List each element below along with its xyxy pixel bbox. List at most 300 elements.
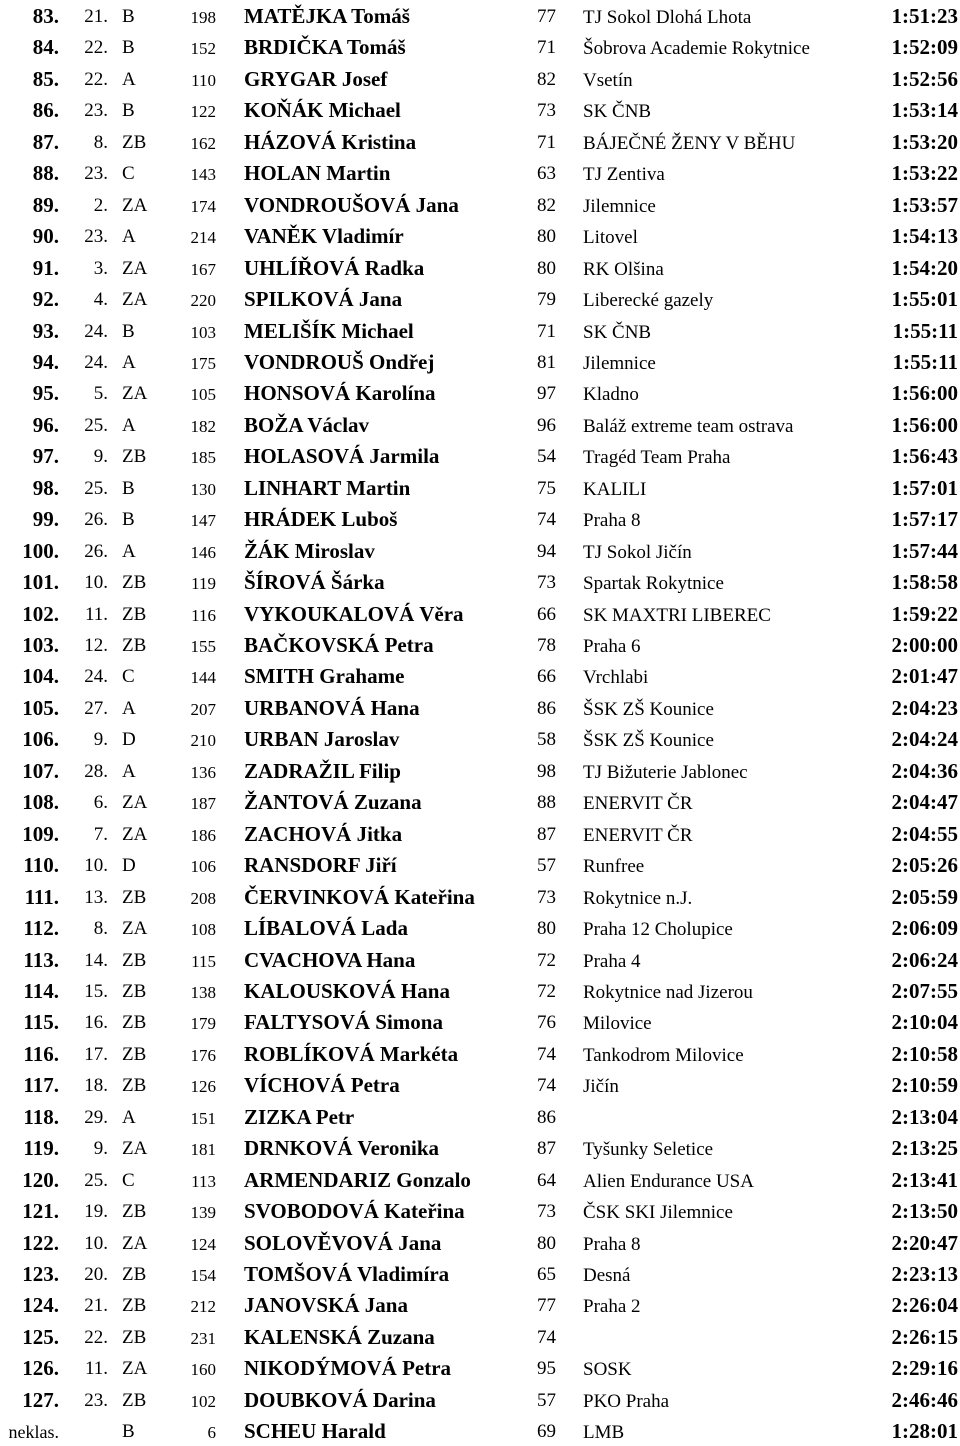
- table-row: [0, 503, 960, 534]
- club-cell: KALILI: [583, 479, 647, 500]
- birth-year-cell: 77: [537, 6, 556, 27]
- table-row: [0, 598, 960, 629]
- runner-name-cell: MATĚJKA Tomáš: [244, 4, 410, 28]
- finish-time-cell: 2:04:24: [891, 727, 958, 751]
- category-cell: B: [122, 1421, 135, 1442]
- table-row: [0, 975, 960, 1006]
- finish-time-cell: 2:13:50: [891, 1199, 958, 1223]
- bib-number-cell: 207: [190, 700, 216, 719]
- table-row: [0, 1038, 960, 1069]
- birth-year-cell: 73: [537, 100, 556, 121]
- runner-name-cell: VONDROUŠ Ondřej: [244, 350, 435, 374]
- table-row: [0, 629, 960, 660]
- category-cell: ZB: [122, 1201, 147, 1222]
- category-cell: ZA: [122, 383, 148, 404]
- place-cell: 124.: [22, 1293, 59, 1317]
- category-cell: ZA: [122, 824, 148, 845]
- finish-time-cell: 1:57:44: [891, 539, 958, 563]
- table-row: [0, 1069, 960, 1100]
- category-cell: A: [122, 1107, 136, 1128]
- finish-time-cell: 1:55:11: [892, 350, 958, 374]
- bib-number-cell: 102: [190, 1392, 216, 1411]
- runner-name-cell: VYKOUKALOVÁ Věra: [244, 602, 464, 626]
- birth-year-cell: 54: [537, 446, 556, 467]
- bib-number-cell: 174: [190, 197, 216, 216]
- category-rank-cell: 23.: [84, 226, 108, 247]
- place-cell: 103.: [22, 633, 59, 657]
- table-row: [0, 377, 960, 408]
- category-rank-cell: 23.: [84, 1390, 108, 1411]
- category-rank-cell: 21.: [84, 6, 108, 27]
- finish-time-cell: 1:57:17: [891, 507, 958, 531]
- category-rank-cell: 8.: [93, 132, 108, 153]
- runner-name-cell: NIKODÝMOVÁ Petra: [244, 1356, 452, 1380]
- club-cell: SOSK: [583, 1359, 632, 1380]
- table-row: [0, 157, 960, 188]
- table-row: [0, 252, 960, 283]
- runner-name-cell: DOUBKOVÁ Darina: [244, 1388, 436, 1412]
- birth-year-cell: 87: [537, 824, 556, 845]
- category-rank-cell: 9.: [93, 729, 108, 750]
- category-rank-cell: 14.: [84, 950, 108, 971]
- category-rank-cell: 17.: [84, 1044, 108, 1065]
- runner-name-cell: SOLOVĚVOVÁ Jana: [244, 1231, 442, 1255]
- birth-year-cell: 75: [537, 478, 556, 499]
- birth-year-cell: 80: [537, 258, 556, 279]
- place-cell: 94.: [32, 350, 59, 374]
- bib-number-cell: 143: [190, 165, 216, 184]
- runner-name-cell: LINHART Martin: [244, 476, 411, 500]
- table-row: [0, 912, 960, 943]
- finish-time-cell: 1:55:11: [892, 319, 958, 343]
- finish-time-cell: 1:59:22: [891, 602, 958, 626]
- club-cell: Litovel: [583, 227, 638, 248]
- club-cell: Vrchlabi: [583, 667, 649, 688]
- finish-time-cell: 2:01:47: [891, 664, 958, 688]
- category-cell: ZB: [122, 446, 147, 467]
- runner-name-cell: KOŇÁK Michael: [244, 98, 401, 122]
- table-row: [0, 1132, 960, 1163]
- table-row: [0, 723, 960, 754]
- bib-number-cell: 103: [190, 323, 216, 342]
- finish-time-cell: 2:13:41: [891, 1168, 958, 1192]
- category-rank-cell: 22.: [84, 1327, 108, 1348]
- runner-name-cell: BOŽA Václav: [244, 413, 370, 437]
- club-cell: Jičín: [583, 1076, 619, 1097]
- category-cell: B: [122, 509, 135, 530]
- table-row: [0, 472, 960, 503]
- place-cell: neklas.: [8, 1422, 59, 1442]
- birth-year-cell: 74: [537, 1327, 556, 1348]
- category-cell: C: [122, 666, 135, 687]
- birth-year-cell: 78: [537, 635, 556, 656]
- birth-year-cell: 82: [537, 195, 556, 216]
- category-rank-cell: 9.: [93, 446, 108, 467]
- runner-name-cell: HOLAN Martin: [244, 161, 391, 185]
- bib-number-cell: 108: [190, 920, 216, 939]
- category-rank-cell: 10.: [84, 855, 108, 876]
- bib-number-cell: 162: [190, 134, 216, 153]
- finish-time-cell: 2:29:16: [891, 1356, 958, 1380]
- category-cell: ZB: [122, 1264, 147, 1285]
- table-row: [0, 31, 960, 62]
- place-cell: 84.: [32, 35, 59, 59]
- runner-name-cell: BAČKOVSKÁ Petra: [244, 633, 434, 657]
- category-cell: C: [122, 163, 135, 184]
- bib-number-cell: 210: [190, 731, 216, 750]
- club-cell: Baláž extreme team ostrava: [583, 416, 794, 437]
- runner-name-cell: SVOBODOVÁ Kateřina: [244, 1199, 465, 1223]
- finish-time-cell: 2:10:04: [891, 1010, 958, 1034]
- category-cell: ZA: [122, 258, 148, 279]
- table-row: [0, 786, 960, 817]
- birth-year-cell: 73: [537, 887, 556, 908]
- category-rank-cell: 12.: [84, 635, 108, 656]
- place-cell: 113.: [23, 948, 59, 972]
- runner-name-cell: BRDIČKA Tomáš: [244, 35, 406, 59]
- runner-name-cell: ŽÁK Miroslav: [244, 539, 375, 563]
- table-row: [0, 692, 960, 723]
- bib-number-cell: 115: [191, 952, 216, 971]
- place-cell: 97.: [32, 444, 59, 468]
- category-cell: A: [122, 761, 136, 782]
- category-rank-cell: 24.: [84, 352, 108, 373]
- club-cell: Šobrova Academie Rokytnice: [583, 38, 810, 59]
- runner-name-cell: ARMENDARIZ Gonzalo: [244, 1168, 471, 1192]
- place-cell: 101.: [22, 570, 59, 594]
- table-row: [0, 346, 960, 377]
- category-cell: ZA: [122, 195, 148, 216]
- finish-time-cell: 2:26:15: [891, 1325, 958, 1349]
- category-rank-cell: 25.: [84, 415, 108, 436]
- birth-year-cell: 80: [537, 1233, 556, 1254]
- bib-number-cell: 179: [190, 1014, 216, 1033]
- place-cell: 126.: [22, 1356, 59, 1380]
- category-cell: B: [122, 6, 135, 27]
- bib-number-cell: 185: [190, 448, 216, 467]
- category-cell: A: [122, 541, 136, 562]
- birth-year-cell: 81: [537, 352, 556, 373]
- runner-name-cell: GRYGAR Josef: [244, 67, 388, 91]
- place-cell: 106.: [22, 727, 59, 751]
- place-cell: 91.: [32, 256, 59, 280]
- bib-number-cell: 106: [190, 857, 216, 876]
- category-rank-cell: 22.: [84, 37, 108, 58]
- place-cell: 85.: [32, 67, 59, 91]
- finish-time-cell: 2:13:25: [891, 1136, 958, 1160]
- bib-number-cell: 110: [191, 71, 216, 90]
- finish-time-cell: 1:56:00: [891, 413, 958, 437]
- category-cell: ZA: [122, 1358, 148, 1379]
- category-cell: ZB: [122, 887, 147, 908]
- place-cell: 123.: [22, 1262, 59, 1286]
- table-row: [0, 1321, 960, 1352]
- bib-number-cell: 119: [191, 574, 216, 593]
- finish-time-cell: 1:54:13: [891, 224, 958, 248]
- birth-year-cell: 72: [537, 950, 556, 971]
- finish-time-cell: 2:06:09: [891, 916, 958, 940]
- table-row: [0, 1006, 960, 1037]
- runner-name-cell: CVACHOVA Hana: [244, 948, 416, 972]
- category-rank-cell: 11.: [84, 1358, 108, 1379]
- club-cell: Desná: [583, 1265, 631, 1286]
- category-rank-cell: 9.: [93, 1138, 108, 1159]
- finish-time-cell: 2:04:47: [891, 790, 958, 814]
- club-cell: LMB: [583, 1422, 625, 1443]
- finish-time-cell: 2:04:55: [891, 822, 958, 846]
- club-cell: SK ČNB: [583, 101, 652, 122]
- club-cell: Vsetín: [583, 70, 633, 91]
- club-cell: SK MAXTRI LIBEREC: [583, 605, 771, 626]
- category-cell: ZA: [122, 1233, 148, 1254]
- category-rank-cell: 27.: [84, 698, 108, 719]
- place-cell: 102.: [22, 602, 59, 626]
- place-cell: 100.: [22, 539, 59, 563]
- place-cell: 109.: [22, 822, 59, 846]
- category-cell: ZB: [122, 1390, 147, 1411]
- finish-time-cell: 1:56:00: [891, 381, 958, 405]
- club-cell: Tragéd Team Praha: [583, 447, 731, 468]
- birth-year-cell: 77: [537, 1295, 556, 1316]
- club-cell: Praha 6: [583, 636, 641, 657]
- category-cell: ZB: [122, 1327, 147, 1348]
- place-cell: 115.: [23, 1010, 59, 1034]
- runner-name-cell: ZADRAŽIL Filip: [244, 759, 401, 783]
- finish-time-cell: 2:05:59: [891, 885, 958, 909]
- bib-number-cell: 146: [190, 543, 216, 562]
- birth-year-cell: 74: [537, 1044, 556, 1065]
- place-cell: 93.: [32, 319, 59, 343]
- category-rank-cell: 25.: [84, 478, 108, 499]
- category-rank-cell: 23.: [84, 163, 108, 184]
- bib-number-cell: 154: [190, 1266, 216, 1285]
- table-row: [0, 1289, 960, 1320]
- birth-year-cell: 80: [537, 918, 556, 939]
- place-cell: 108.: [22, 790, 59, 814]
- table-row: [0, 1258, 960, 1289]
- runner-name-cell: VONDROUŠOVÁ Jana: [244, 193, 459, 217]
- category-rank-cell: 19.: [84, 1201, 108, 1222]
- place-cell: 121.: [22, 1199, 59, 1223]
- bib-number-cell: 155: [190, 637, 216, 656]
- category-rank-cell: 22.: [84, 69, 108, 90]
- bib-number-cell: 130: [190, 480, 216, 499]
- bib-number-cell: 152: [190, 39, 216, 58]
- finish-time-cell: 1:53:57: [891, 193, 958, 217]
- bib-number-cell: 175: [190, 354, 216, 373]
- place-cell: 105.: [22, 696, 59, 720]
- category-rank-cell: 16.: [84, 1012, 108, 1033]
- birth-year-cell: 79: [537, 289, 556, 310]
- place-cell: 92.: [32, 287, 59, 311]
- bib-number-cell: 198: [190, 8, 216, 27]
- category-cell: ZB: [122, 572, 147, 593]
- club-cell: Tyšunky Seletice: [583, 1139, 714, 1160]
- bib-number-cell: 136: [190, 763, 216, 782]
- place-cell: 117.: [23, 1073, 59, 1097]
- category-cell: ZA: [122, 289, 148, 310]
- category-cell: ZB: [122, 950, 147, 971]
- category-cell: ZB: [122, 1044, 147, 1065]
- runner-name-cell: DRNKOVÁ Veronika: [244, 1136, 440, 1160]
- bib-number-cell: 138: [190, 983, 216, 1002]
- category-cell: B: [122, 37, 135, 58]
- category-cell: ZB: [122, 604, 147, 625]
- club-cell: ŠSK ZŠ Kounice: [583, 699, 714, 720]
- category-rank-cell: 25.: [84, 1170, 108, 1191]
- finish-time-cell: 2:10:59: [891, 1073, 958, 1097]
- finish-time-cell: 2:23:13: [891, 1262, 958, 1286]
- table-row: [0, 755, 960, 786]
- club-cell: TJ Sokol Jičín: [583, 542, 692, 563]
- table-row: [0, 1101, 960, 1132]
- finish-time-cell: 2:46:46: [891, 1388, 958, 1412]
- runner-name-cell: LÍBALOVÁ Lada: [244, 916, 408, 940]
- club-cell: ČSK SKI Jilemnice: [583, 1202, 733, 1223]
- runner-name-cell: ŽANTOVÁ Zuzana: [244, 790, 422, 814]
- bib-number-cell: 151: [190, 1109, 216, 1128]
- category-rank-cell: 6.: [93, 792, 108, 813]
- place-cell: 122.: [22, 1231, 59, 1255]
- runner-name-cell: ROBLÍKOVÁ Markéta: [244, 1042, 459, 1066]
- finish-time-cell: 2:04:36: [891, 759, 958, 783]
- runner-name-cell: UHLÍŘOVÁ Radka: [244, 256, 425, 280]
- bib-number-cell: 105: [190, 385, 216, 404]
- birth-year-cell: 57: [537, 855, 556, 876]
- club-cell: Praha 8: [583, 510, 641, 531]
- bib-number-cell: 6: [207, 1423, 216, 1442]
- category-cell: A: [122, 352, 136, 373]
- birth-year-cell: 80: [537, 226, 556, 247]
- club-cell: Tankodrom Milovice: [583, 1045, 744, 1066]
- finish-time-cell: 2:13:04: [891, 1105, 958, 1129]
- birth-year-cell: 71: [537, 37, 556, 58]
- club-cell: Jilemnice: [583, 196, 656, 217]
- runner-name-cell: MELIŠÍK Michael: [244, 319, 414, 343]
- birth-year-cell: 63: [537, 163, 556, 184]
- finish-time-cell: 2:07:55: [891, 979, 958, 1003]
- place-cell: 118.: [23, 1105, 59, 1129]
- place-cell: 87.: [32, 130, 59, 154]
- finish-time-cell: 1:52:56: [891, 67, 958, 91]
- club-cell: RK Olšina: [583, 259, 664, 280]
- birth-year-cell: 73: [537, 572, 556, 593]
- category-cell: ZB: [122, 1075, 147, 1096]
- category-rank-cell: 11.: [84, 604, 108, 625]
- bib-number-cell: 212: [190, 1297, 216, 1316]
- place-cell: 96.: [32, 413, 59, 437]
- finish-time-cell: 1:51:23: [891, 4, 958, 28]
- bib-number-cell: 160: [190, 1360, 216, 1379]
- club-cell: Rokytnice n.J.: [583, 888, 693, 909]
- club-cell: Praha 8: [583, 1234, 641, 1255]
- bib-number-cell: 220: [190, 291, 216, 310]
- category-rank-cell: 23.: [84, 100, 108, 121]
- category-cell: B: [122, 478, 135, 499]
- finish-time-cell: 2:10:58: [891, 1042, 958, 1066]
- category-cell: A: [122, 698, 136, 719]
- place-cell: 116.: [23, 1042, 59, 1066]
- bib-number-cell: 208: [190, 889, 216, 908]
- birth-year-cell: 88: [537, 792, 556, 813]
- bib-number-cell: 124: [190, 1235, 216, 1254]
- runner-name-cell: ZACHOVÁ Jitka: [244, 822, 403, 846]
- birth-year-cell: 72: [537, 981, 556, 1002]
- place-cell: 127.: [22, 1388, 59, 1412]
- runner-name-cell: SPILKOVÁ Jana: [244, 287, 403, 311]
- place-cell: 114.: [23, 979, 59, 1003]
- category-cell: A: [122, 415, 136, 436]
- bib-number-cell: 113: [191, 1172, 216, 1191]
- club-cell: Alien Endurance USA: [583, 1171, 754, 1192]
- birth-year-cell: 98: [537, 761, 556, 782]
- place-cell: 110.: [23, 853, 59, 877]
- birth-year-cell: 82: [537, 69, 556, 90]
- category-cell: ZB: [122, 635, 147, 656]
- table-row: [0, 315, 960, 346]
- runner-name-cell: VÍCHOVÁ Petra: [244, 1073, 400, 1097]
- birth-year-cell: 96: [537, 415, 556, 436]
- place-cell: 104.: [22, 664, 59, 688]
- finish-time-cell: 2:26:04: [891, 1293, 958, 1317]
- birth-year-cell: 76: [537, 1012, 556, 1033]
- finish-time-cell: 1:57:01: [891, 476, 958, 500]
- finish-time-cell: 1:53:14: [891, 98, 958, 122]
- club-cell: Jilemnice: [583, 353, 656, 374]
- runner-name-cell: HOLASOVÁ Jarmila: [244, 444, 440, 468]
- club-cell: Rokytnice nad Jizerou: [583, 982, 753, 1003]
- place-cell: 111.: [24, 885, 59, 909]
- bib-number-cell: 126: [190, 1077, 216, 1096]
- bib-number-cell: 186: [190, 826, 216, 845]
- category-cell: C: [122, 1170, 135, 1191]
- birth-year-cell: 86: [537, 698, 556, 719]
- finish-time-cell: 1:54:20: [891, 256, 958, 280]
- club-cell: ENERVIT ČR: [583, 825, 693, 846]
- place-cell: 95.: [32, 381, 59, 405]
- birth-year-cell: 57: [537, 1390, 556, 1411]
- table-row: [0, 63, 960, 94]
- category-cell: ZA: [122, 918, 148, 939]
- finish-time-cell: 2:06:24: [891, 948, 958, 972]
- category-rank-cell: 20.: [84, 1264, 108, 1285]
- birth-year-cell: 74: [537, 509, 556, 530]
- club-cell: BÁJEČNÉ ŽENY V BĚHU: [583, 133, 796, 154]
- category-rank-cell: 10.: [84, 1233, 108, 1254]
- birth-year-cell: 71: [537, 132, 556, 153]
- category-rank-cell: 28.: [84, 761, 108, 782]
- category-rank-cell: 3.: [93, 258, 108, 279]
- category-cell: A: [122, 69, 136, 90]
- bib-number-cell: 122: [190, 102, 216, 121]
- table-row: [0, 94, 960, 125]
- runner-name-cell: URBANOVÁ Hana: [244, 696, 420, 720]
- category-rank-cell: 8.: [93, 918, 108, 939]
- club-cell: Praha 2: [583, 1296, 641, 1317]
- birth-year-cell: 58: [537, 729, 556, 750]
- finish-time-cell: 1:58:58: [891, 570, 958, 594]
- club-cell: TJ Sokol Dlohá Lhota: [583, 7, 752, 28]
- place-cell: 90.: [32, 224, 59, 248]
- table-row: [0, 1195, 960, 1226]
- bib-number-cell: 182: [190, 417, 216, 436]
- club-cell: SK ČNB: [583, 322, 652, 343]
- table-row: [0, 1227, 960, 1258]
- category-rank-cell: 24.: [84, 321, 108, 342]
- club-cell: Praha 12 Cholupice: [583, 919, 733, 940]
- category-cell: ZA: [122, 1138, 148, 1159]
- category-cell: ZB: [122, 1295, 147, 1316]
